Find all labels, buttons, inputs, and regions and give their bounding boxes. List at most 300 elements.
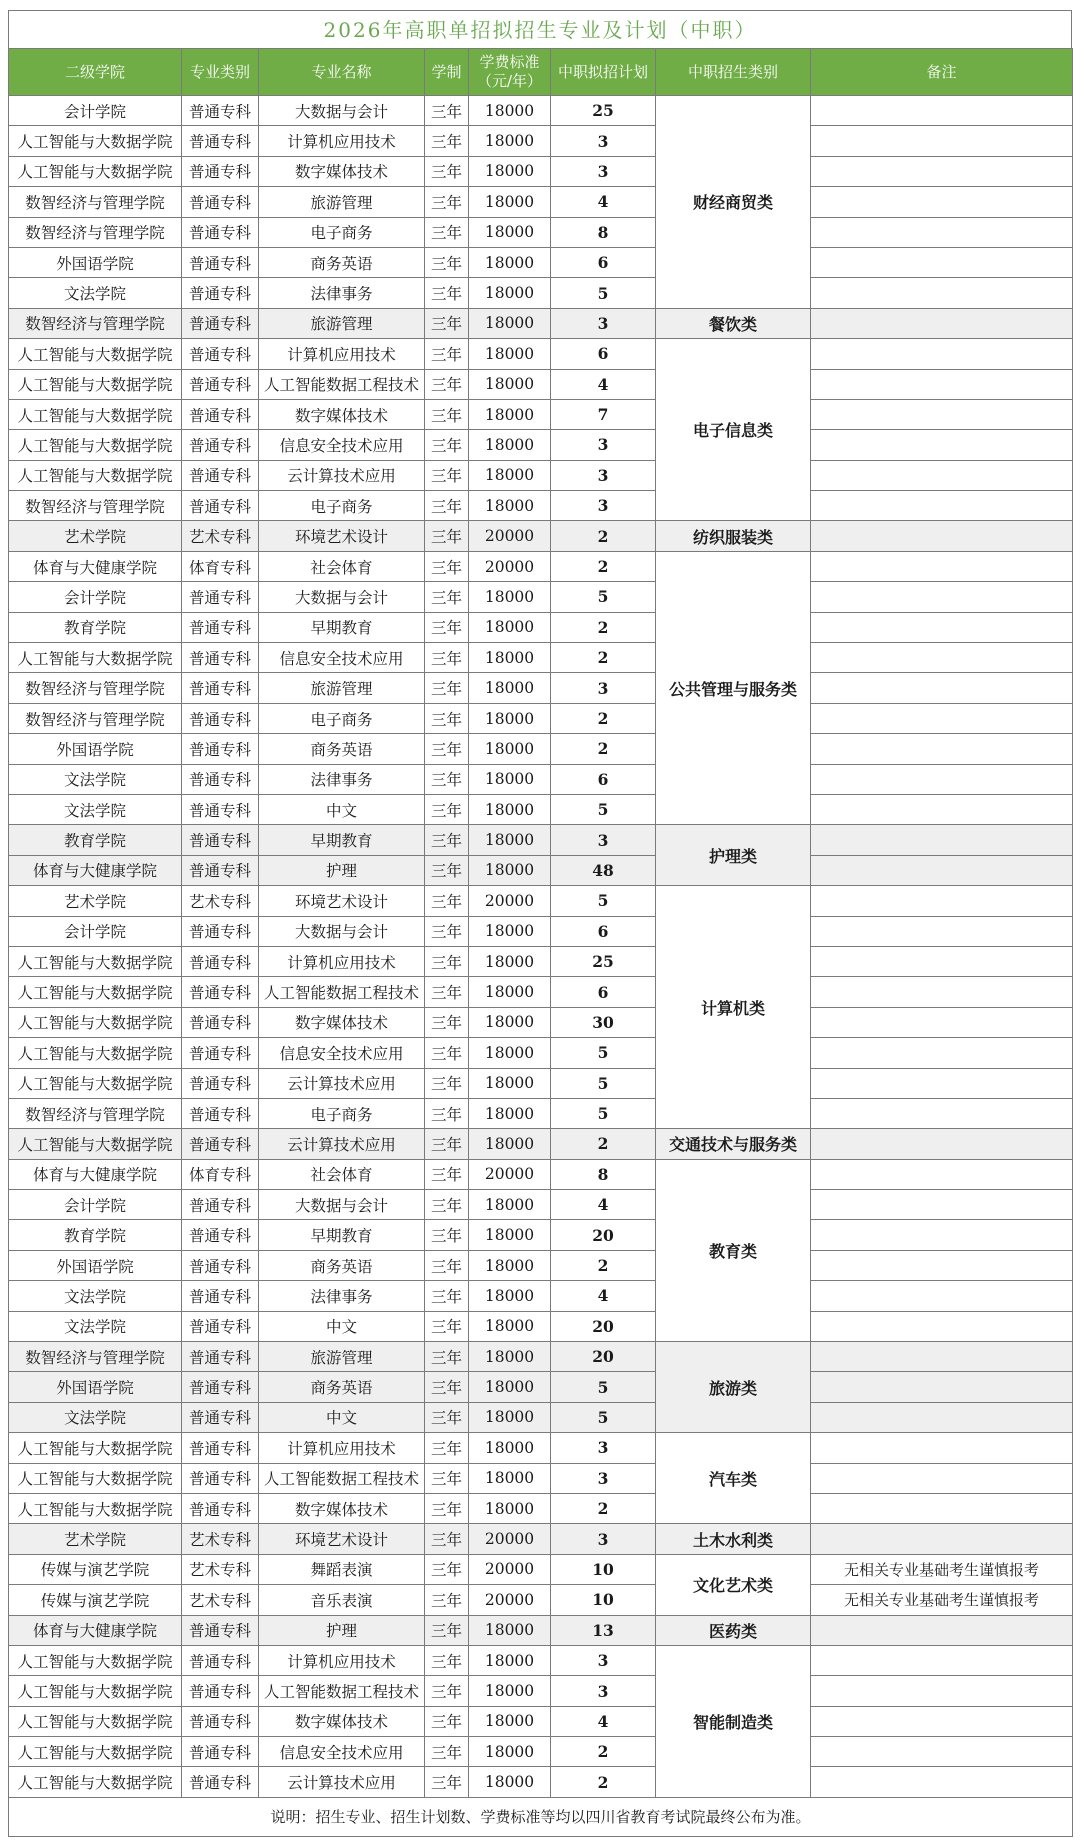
cell-major-name: 旅游管理 (259, 1342, 425, 1372)
cell-remarks (811, 1706, 1073, 1736)
cell-plan: 2 (551, 1737, 656, 1767)
cell-college: 人工智能与大数据学院 (9, 1493, 182, 1523)
cell-tuition: 20000 (469, 551, 551, 581)
cell-major-name: 早期教育 (259, 612, 425, 642)
cell-category: 纺织服装类 (656, 521, 811, 551)
cell-duration: 三年 (425, 369, 469, 399)
cell-duration: 三年 (425, 1159, 469, 1189)
cell-duration: 三年 (425, 855, 469, 885)
cell-college: 教育学院 (9, 612, 182, 642)
cell-college: 人工智能与大数据学院 (9, 1463, 182, 1493)
cell-tuition: 18000 (469, 1190, 551, 1220)
cell-major-name: 云计算技术应用 (259, 1767, 425, 1797)
cell-remarks (811, 1645, 1073, 1675)
cell-remarks (811, 96, 1073, 126)
header-duration: 学制 (425, 49, 469, 96)
table-row (9, 1129, 1073, 1159)
table-row (9, 703, 1073, 733)
cell-major-name: 早期教育 (259, 1220, 425, 1250)
cell-tuition: 18000 (469, 1676, 551, 1706)
cell-duration: 三年 (425, 491, 469, 521)
cell-duration: 三年 (425, 703, 469, 733)
cell-tuition: 18000 (469, 1463, 551, 1493)
cell-remarks (811, 1190, 1073, 1220)
cell-plan: 6 (551, 339, 656, 369)
cell-tuition: 18000 (469, 1402, 551, 1432)
cell-major-type: 普通专科 (182, 339, 259, 369)
cell-major-type: 体育专科 (182, 1159, 259, 1189)
table-row (9, 1676, 1073, 1706)
cell-duration: 三年 (425, 521, 469, 551)
cell-major-type: 普通专科 (182, 1220, 259, 1250)
cell-college: 文法学院 (9, 1311, 182, 1341)
cell-major-type: 普通专科 (182, 673, 259, 703)
cell-tuition: 18000 (469, 643, 551, 673)
cell-college: 人工智能与大数据学院 (9, 946, 182, 976)
cell-college: 文法学院 (9, 1402, 182, 1432)
table-row (9, 1767, 1073, 1797)
cell-college: 人工智能与大数据学院 (9, 1706, 182, 1736)
cell-major-type: 普通专科 (182, 1615, 259, 1645)
cell-duration: 三年 (425, 1402, 469, 1432)
cell-major-type: 艺术专科 (182, 1585, 259, 1615)
cell-major-type: 普通专科 (182, 946, 259, 976)
cell-duration: 三年 (425, 1737, 469, 1767)
cell-major-type: 普通专科 (182, 1767, 259, 1797)
table-row (9, 126, 1073, 156)
cell-tuition: 18000 (469, 1281, 551, 1311)
table-row (9, 643, 1073, 673)
cell-tuition: 18000 (469, 430, 551, 460)
table-row (9, 612, 1073, 642)
cell-plan: 3 (551, 1463, 656, 1493)
cell-duration: 三年 (425, 825, 469, 855)
cell-major-type: 普通专科 (182, 247, 259, 277)
cell-remarks: 无相关专业基础考生谨慎报考 (811, 1585, 1073, 1615)
cell-plan: 5 (551, 1372, 656, 1402)
cell-major-type: 普通专科 (182, 734, 259, 764)
cell-plan: 5 (551, 1098, 656, 1128)
cell-tuition: 18000 (469, 1706, 551, 1736)
cell-category: 医药类 (656, 1615, 811, 1645)
cell-major-name: 人工智能数据工程技术 (259, 1676, 425, 1706)
cell-college: 人工智能与大数据学院 (9, 977, 182, 1007)
cell-plan: 6 (551, 764, 656, 794)
table-row (9, 491, 1073, 521)
cell-plan: 4 (551, 369, 656, 399)
table-row (9, 1554, 1073, 1584)
table-row (9, 1706, 1073, 1736)
cell-duration: 三年 (425, 1615, 469, 1645)
cell-college: 传媒与演艺学院 (9, 1585, 182, 1615)
enrollment-table (8, 48, 1073, 1837)
table-row (9, 1493, 1073, 1523)
cell-duration: 三年 (425, 1706, 469, 1736)
cell-major-name: 商务英语 (259, 1250, 425, 1280)
cell-major-name: 音乐表演 (259, 1585, 425, 1615)
cell-duration: 三年 (425, 1524, 469, 1554)
cell-major-name: 旅游管理 (259, 308, 425, 338)
cell-plan: 2 (551, 734, 656, 764)
table-row (9, 339, 1073, 369)
table-row (9, 673, 1073, 703)
cell-duration: 三年 (425, 1645, 469, 1675)
table-row (9, 1068, 1073, 1098)
cell-major-type: 普通专科 (182, 855, 259, 885)
cell-tuition: 18000 (469, 977, 551, 1007)
cell-college: 人工智能与大数据学院 (9, 1645, 182, 1675)
table-row (9, 1524, 1073, 1554)
cell-major-name: 电子商务 (259, 703, 425, 733)
cell-duration: 三年 (425, 886, 469, 916)
cell-remarks (811, 1098, 1073, 1128)
cell-duration: 三年 (425, 977, 469, 1007)
cell-plan: 20 (551, 1220, 656, 1250)
cell-college: 数智经济与管理学院 (9, 1342, 182, 1372)
cell-duration: 三年 (425, 643, 469, 673)
cell-remarks (811, 1038, 1073, 1068)
cell-duration: 三年 (425, 1554, 469, 1584)
footnote: 说明：招生专业、招生计划数、学费标准等均以四川省教育考试院最终公布为准。 (9, 1797, 1073, 1836)
cell-plan: 8 (551, 1159, 656, 1189)
cell-college: 体育与大健康学院 (9, 1159, 182, 1189)
cell-tuition: 18000 (469, 1645, 551, 1675)
cell-remarks (811, 1342, 1073, 1372)
cell-duration: 三年 (425, 308, 469, 338)
cell-duration: 三年 (425, 156, 469, 186)
cell-remarks (811, 1402, 1073, 1432)
cell-major-name: 中文 (259, 1311, 425, 1341)
cell-college: 数智经济与管理学院 (9, 703, 182, 733)
cell-major-name: 人工智能数据工程技术 (259, 977, 425, 1007)
cell-remarks (811, 1676, 1073, 1706)
cell-major-name: 中文 (259, 794, 425, 824)
cell-major-type: 普通专科 (182, 491, 259, 521)
table-row (9, 369, 1073, 399)
cell-duration: 三年 (425, 1068, 469, 1098)
table-row (9, 1463, 1073, 1493)
cell-tuition: 18000 (469, 156, 551, 186)
cell-duration: 三年 (425, 1190, 469, 1220)
cell-duration: 三年 (425, 794, 469, 824)
cell-duration: 三年 (425, 946, 469, 976)
cell-duration: 三年 (425, 126, 469, 156)
cell-remarks (811, 551, 1073, 581)
cell-remarks (811, 460, 1073, 490)
cell-plan: 2 (551, 643, 656, 673)
cell-college: 人工智能与大数据学院 (9, 1676, 182, 1706)
table-row (9, 1737, 1073, 1767)
cell-plan: 5 (551, 1068, 656, 1098)
cell-tuition: 18000 (469, 217, 551, 247)
cell-tuition: 18000 (469, 1615, 551, 1645)
table-row (9, 1342, 1073, 1372)
cell-tuition: 18000 (469, 1433, 551, 1463)
cell-duration: 三年 (425, 1463, 469, 1493)
cell-tuition: 18000 (469, 825, 551, 855)
cell-college: 数智经济与管理学院 (9, 308, 182, 338)
cell-tuition: 18000 (469, 339, 551, 369)
cell-college: 文法学院 (9, 794, 182, 824)
cell-major-name: 人工智能数据工程技术 (259, 1463, 425, 1493)
cell-tuition: 18000 (469, 764, 551, 794)
cell-major-name: 电子商务 (259, 491, 425, 521)
cell-major-type: 普通专科 (182, 1007, 259, 1037)
cell-remarks (811, 1372, 1073, 1402)
table-row (9, 1038, 1073, 1068)
cell-major-name: 数字媒体技术 (259, 1493, 425, 1523)
cell-remarks (811, 612, 1073, 642)
cell-category: 交通技术与服务类 (656, 1129, 811, 1159)
cell-major-type: 普通专科 (182, 369, 259, 399)
table-row (9, 460, 1073, 490)
cell-plan: 4 (551, 187, 656, 217)
cell-major-type: 普通专科 (182, 1402, 259, 1432)
cell-major-name: 大数据与会计 (259, 582, 425, 612)
table-row (9, 916, 1073, 946)
cell-plan: 5 (551, 886, 656, 916)
table-row (9, 825, 1073, 855)
cell-major-name: 信息安全技术应用 (259, 1737, 425, 1767)
cell-major-type: 普通专科 (182, 703, 259, 733)
cell-duration: 三年 (425, 673, 469, 703)
cell-duration: 三年 (425, 1372, 469, 1402)
table-row (9, 946, 1073, 976)
cell-major-type: 普通专科 (182, 643, 259, 673)
cell-major-name: 环境艺术设计 (259, 521, 425, 551)
table-row (9, 582, 1073, 612)
cell-category: 财经商贸类 (656, 96, 811, 309)
cell-college: 外国语学院 (9, 1372, 182, 1402)
table-row (9, 886, 1073, 916)
cell-duration: 三年 (425, 764, 469, 794)
table-row (9, 977, 1073, 1007)
cell-remarks (811, 308, 1073, 338)
cell-college: 会计学院 (9, 96, 182, 126)
cell-remarks (811, 1463, 1073, 1493)
cell-college: 人工智能与大数据学院 (9, 399, 182, 429)
cell-remarks (811, 855, 1073, 885)
cell-major-type: 普通专科 (182, 399, 259, 429)
cell-duration: 三年 (425, 1342, 469, 1372)
table-row (9, 1007, 1073, 1037)
cell-tuition: 18000 (469, 855, 551, 885)
cell-category: 公共管理与服务类 (656, 551, 811, 825)
cell-major-type: 普通专科 (182, 156, 259, 186)
cell-duration: 三年 (425, 1676, 469, 1706)
table-row (9, 1372, 1073, 1402)
cell-category: 旅游类 (656, 1342, 811, 1433)
cell-remarks (811, 1281, 1073, 1311)
cell-major-type: 普通专科 (182, 1463, 259, 1493)
header-category: 中职招生类别 (656, 49, 811, 96)
cell-major-type: 普通专科 (182, 1311, 259, 1341)
cell-major-type: 普通专科 (182, 764, 259, 794)
cell-duration: 三年 (425, 399, 469, 429)
cell-major-name: 云计算技术应用 (259, 1068, 425, 1098)
table-row (9, 187, 1073, 217)
cell-major-type: 普通专科 (182, 1433, 259, 1463)
cell-major-type: 普通专科 (182, 1190, 259, 1220)
table-row (9, 96, 1073, 126)
cell-college: 文法学院 (9, 764, 182, 794)
cell-college: 数智经济与管理学院 (9, 673, 182, 703)
cell-remarks (811, 946, 1073, 976)
cell-college: 数智经济与管理学院 (9, 491, 182, 521)
cell-duration: 三年 (425, 187, 469, 217)
cell-plan: 10 (551, 1554, 656, 1584)
cell-remarks (811, 1767, 1073, 1797)
cell-college: 人工智能与大数据学院 (9, 1068, 182, 1098)
table-row (9, 156, 1073, 186)
cell-major-name: 护理 (259, 1615, 425, 1645)
cell-tuition: 18000 (469, 916, 551, 946)
cell-remarks (811, 399, 1073, 429)
cell-major-type: 普通专科 (182, 1068, 259, 1098)
cell-major-name: 商务英语 (259, 247, 425, 277)
cell-tuition: 20000 (469, 1585, 551, 1615)
cell-college: 人工智能与大数据学院 (9, 156, 182, 186)
cell-plan: 2 (551, 703, 656, 733)
cell-major-name: 环境艺术设计 (259, 886, 425, 916)
cell-major-type: 普通专科 (182, 430, 259, 460)
cell-major-name: 早期教育 (259, 825, 425, 855)
cell-tuition: 18000 (469, 703, 551, 733)
cell-major-name: 商务英语 (259, 734, 425, 764)
cell-major-name: 电子商务 (259, 217, 425, 247)
cell-plan: 3 (551, 1433, 656, 1463)
cell-college: 传媒与演艺学院 (9, 1554, 182, 1584)
cell-major-name: 计算机应用技术 (259, 1645, 425, 1675)
table-row (9, 1615, 1073, 1645)
cell-category: 计算机类 (656, 886, 811, 1129)
cell-college: 人工智能与大数据学院 (9, 1038, 182, 1068)
cell-major-name: 云计算技术应用 (259, 460, 425, 490)
cell-plan: 3 (551, 1645, 656, 1675)
cell-plan: 4 (551, 1281, 656, 1311)
cell-major-name: 法律事务 (259, 278, 425, 308)
cell-tuition: 18000 (469, 247, 551, 277)
cell-major-type: 普通专科 (182, 1129, 259, 1159)
cell-major-type: 普通专科 (182, 1737, 259, 1767)
table-row (9, 399, 1073, 429)
cell-tuition: 18000 (469, 187, 551, 217)
cell-plan: 2 (551, 551, 656, 581)
cell-remarks (811, 1433, 1073, 1463)
cell-college: 文法学院 (9, 278, 182, 308)
cell-major-type: 普通专科 (182, 1493, 259, 1523)
cell-major-type: 普通专科 (182, 308, 259, 338)
cell-remarks (811, 521, 1073, 551)
table-row (9, 430, 1073, 460)
cell-plan: 3 (551, 156, 656, 186)
cell-tuition: 18000 (469, 1220, 551, 1250)
cell-college: 人工智能与大数据学院 (9, 369, 182, 399)
cell-plan: 2 (551, 1493, 656, 1523)
cell-major-type: 普通专科 (182, 1645, 259, 1675)
cell-major-type: 体育专科 (182, 551, 259, 581)
cell-tuition: 20000 (469, 1554, 551, 1584)
cell-duration: 三年 (425, 612, 469, 642)
cell-remarks (811, 126, 1073, 156)
cell-major-type: 普通专科 (182, 1098, 259, 1128)
cell-major-name: 计算机应用技术 (259, 339, 425, 369)
cell-major-type: 普通专科 (182, 916, 259, 946)
table-row (9, 764, 1073, 794)
cell-major-name: 数字媒体技术 (259, 399, 425, 429)
cell-major-type: 艺术专科 (182, 1524, 259, 1554)
cell-category: 餐饮类 (656, 308, 811, 338)
cell-category: 智能制造类 (656, 1645, 811, 1797)
cell-duration: 三年 (425, 582, 469, 612)
cell-college: 人工智能与大数据学院 (9, 460, 182, 490)
cell-remarks (811, 491, 1073, 521)
table-row (9, 521, 1073, 551)
cell-college: 艺术学院 (9, 521, 182, 551)
cell-college: 体育与大健康学院 (9, 551, 182, 581)
cell-duration: 三年 (425, 430, 469, 460)
cell-plan: 5 (551, 1402, 656, 1432)
cell-tuition: 18000 (469, 946, 551, 976)
cell-major-name: 社会体育 (259, 1159, 425, 1189)
table-row (9, 1281, 1073, 1311)
cell-duration: 三年 (425, 551, 469, 581)
cell-remarks (811, 734, 1073, 764)
cell-duration: 三年 (425, 916, 469, 946)
cell-remarks (811, 886, 1073, 916)
table-row (9, 1098, 1073, 1128)
cell-major-name: 商务英语 (259, 1372, 425, 1402)
cell-tuition: 20000 (469, 886, 551, 916)
cell-remarks (811, 643, 1073, 673)
cell-major-name: 人工智能数据工程技术 (259, 369, 425, 399)
cell-duration: 三年 (425, 278, 469, 308)
cell-tuition: 18000 (469, 1007, 551, 1037)
cell-duration: 三年 (425, 217, 469, 247)
cell-plan: 4 (551, 1190, 656, 1220)
cell-college: 会计学院 (9, 916, 182, 946)
cell-plan: 2 (551, 1129, 656, 1159)
cell-college: 人工智能与大数据学院 (9, 1007, 182, 1037)
cell-college: 人工智能与大数据学院 (9, 1767, 182, 1797)
cell-remarks (811, 369, 1073, 399)
cell-major-name: 数字媒体技术 (259, 1706, 425, 1736)
enrollment-sheet (8, 10, 1072, 1837)
cell-major-name: 数字媒体技术 (259, 1007, 425, 1037)
cell-tuition: 18000 (469, 96, 551, 126)
cell-duration: 三年 (425, 1281, 469, 1311)
cell-major-name: 计算机应用技术 (259, 126, 425, 156)
cell-remarks (811, 1615, 1073, 1645)
cell-major-type: 普通专科 (182, 977, 259, 1007)
cell-major-name: 大数据与会计 (259, 916, 425, 946)
cell-major-type: 普通专科 (182, 1676, 259, 1706)
cell-major-name: 计算机应用技术 (259, 946, 425, 976)
cell-major-name: 信息安全技术应用 (259, 1038, 425, 1068)
cell-duration: 三年 (425, 1129, 469, 1159)
cell-college: 外国语学院 (9, 1250, 182, 1280)
cell-plan: 5 (551, 1038, 656, 1068)
table-row (9, 794, 1073, 824)
cell-tuition: 18000 (469, 673, 551, 703)
cell-tuition: 20000 (469, 1524, 551, 1554)
table-row (9, 1311, 1073, 1341)
cell-major-type: 普通专科 (182, 187, 259, 217)
cell-remarks (811, 1007, 1073, 1037)
cell-college: 艺术学院 (9, 1524, 182, 1554)
cell-major-type: 普通专科 (182, 1250, 259, 1280)
cell-remarks (811, 703, 1073, 733)
